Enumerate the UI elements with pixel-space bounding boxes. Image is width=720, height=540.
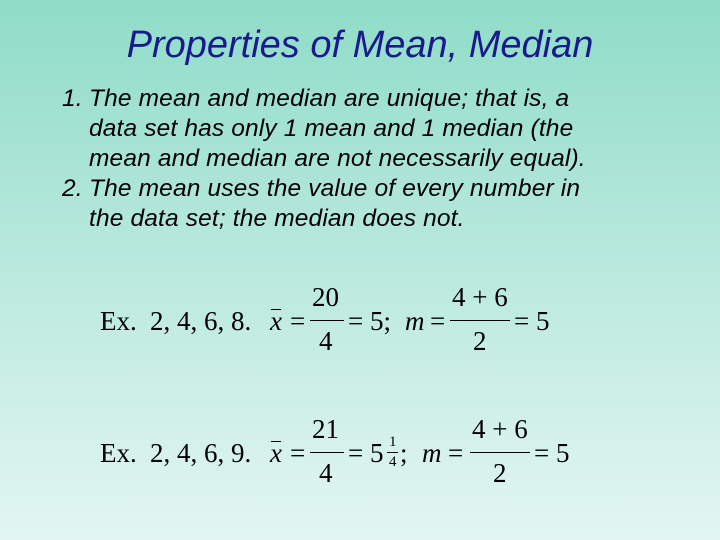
- mean-symbol: x: [270, 306, 282, 336]
- mean-numerator: 20: [312, 282, 339, 312]
- mean-result-fraction-numerator: 1: [389, 434, 397, 450]
- median-symbol: m: [405, 306, 425, 336]
- example-data: 2, 4, 6, 8.: [150, 306, 252, 336]
- mean-result-fraction-denominator: 4: [389, 454, 397, 470]
- mean-result-separator: ;: [400, 438, 408, 468]
- equals-sign: =: [448, 438, 464, 468]
- property-line: data set has only 1 mean and 1 median (the: [89, 115, 574, 142]
- mean-symbol: x: [270, 438, 282, 468]
- mean-result-fraction-bar: [387, 452, 398, 453]
- median-denominator: 2: [493, 458, 507, 488]
- median-fraction-bar: [470, 452, 530, 453]
- example-data: 2, 4, 6, 9.: [150, 438, 252, 468]
- property-item-1: [62, 84, 702, 174]
- equals-sign: =: [430, 306, 446, 336]
- mean-result: = 5;: [348, 306, 391, 336]
- mean-fraction-bar: [310, 452, 344, 453]
- median-result: = 5: [514, 306, 550, 336]
- equals-sign: =: [290, 438, 306, 468]
- mean-result-whole: = 5: [348, 438, 384, 468]
- equals-sign: =: [290, 306, 306, 336]
- property-line: the data set; the median does not.: [89, 205, 465, 232]
- property-line: The mean uses the value of every number in: [89, 175, 581, 202]
- property-item-2: [62, 174, 702, 234]
- property-number: 1.: [62, 85, 83, 112]
- mean-numerator: 21: [312, 414, 339, 444]
- median-denominator: 2: [473, 326, 487, 356]
- property-line: mean and median are not necessarily equal).: [89, 145, 586, 172]
- property-line: The mean and median are unique; that is, a: [89, 85, 570, 112]
- example-prefix: Ex.: [100, 306, 137, 336]
- slide-title: Properties of Mean, Median: [126, 24, 594, 66]
- property-list: [62, 84, 702, 234]
- median-symbol: m: [422, 438, 442, 468]
- example-prefix: Ex.: [100, 438, 137, 468]
- example-1: [100, 282, 620, 362]
- median-fraction-bar: [450, 320, 510, 321]
- mean-fraction-bar: [310, 320, 344, 321]
- example-2: [100, 414, 620, 494]
- median-numerator: 4 + 6: [452, 282, 508, 312]
- median-numerator: 4 + 6: [472, 414, 528, 444]
- property-number: 2.: [62, 175, 83, 202]
- mean-denominator: 4: [319, 458, 333, 488]
- mean-denominator: 4: [319, 326, 333, 356]
- median-result: = 5: [534, 438, 570, 468]
